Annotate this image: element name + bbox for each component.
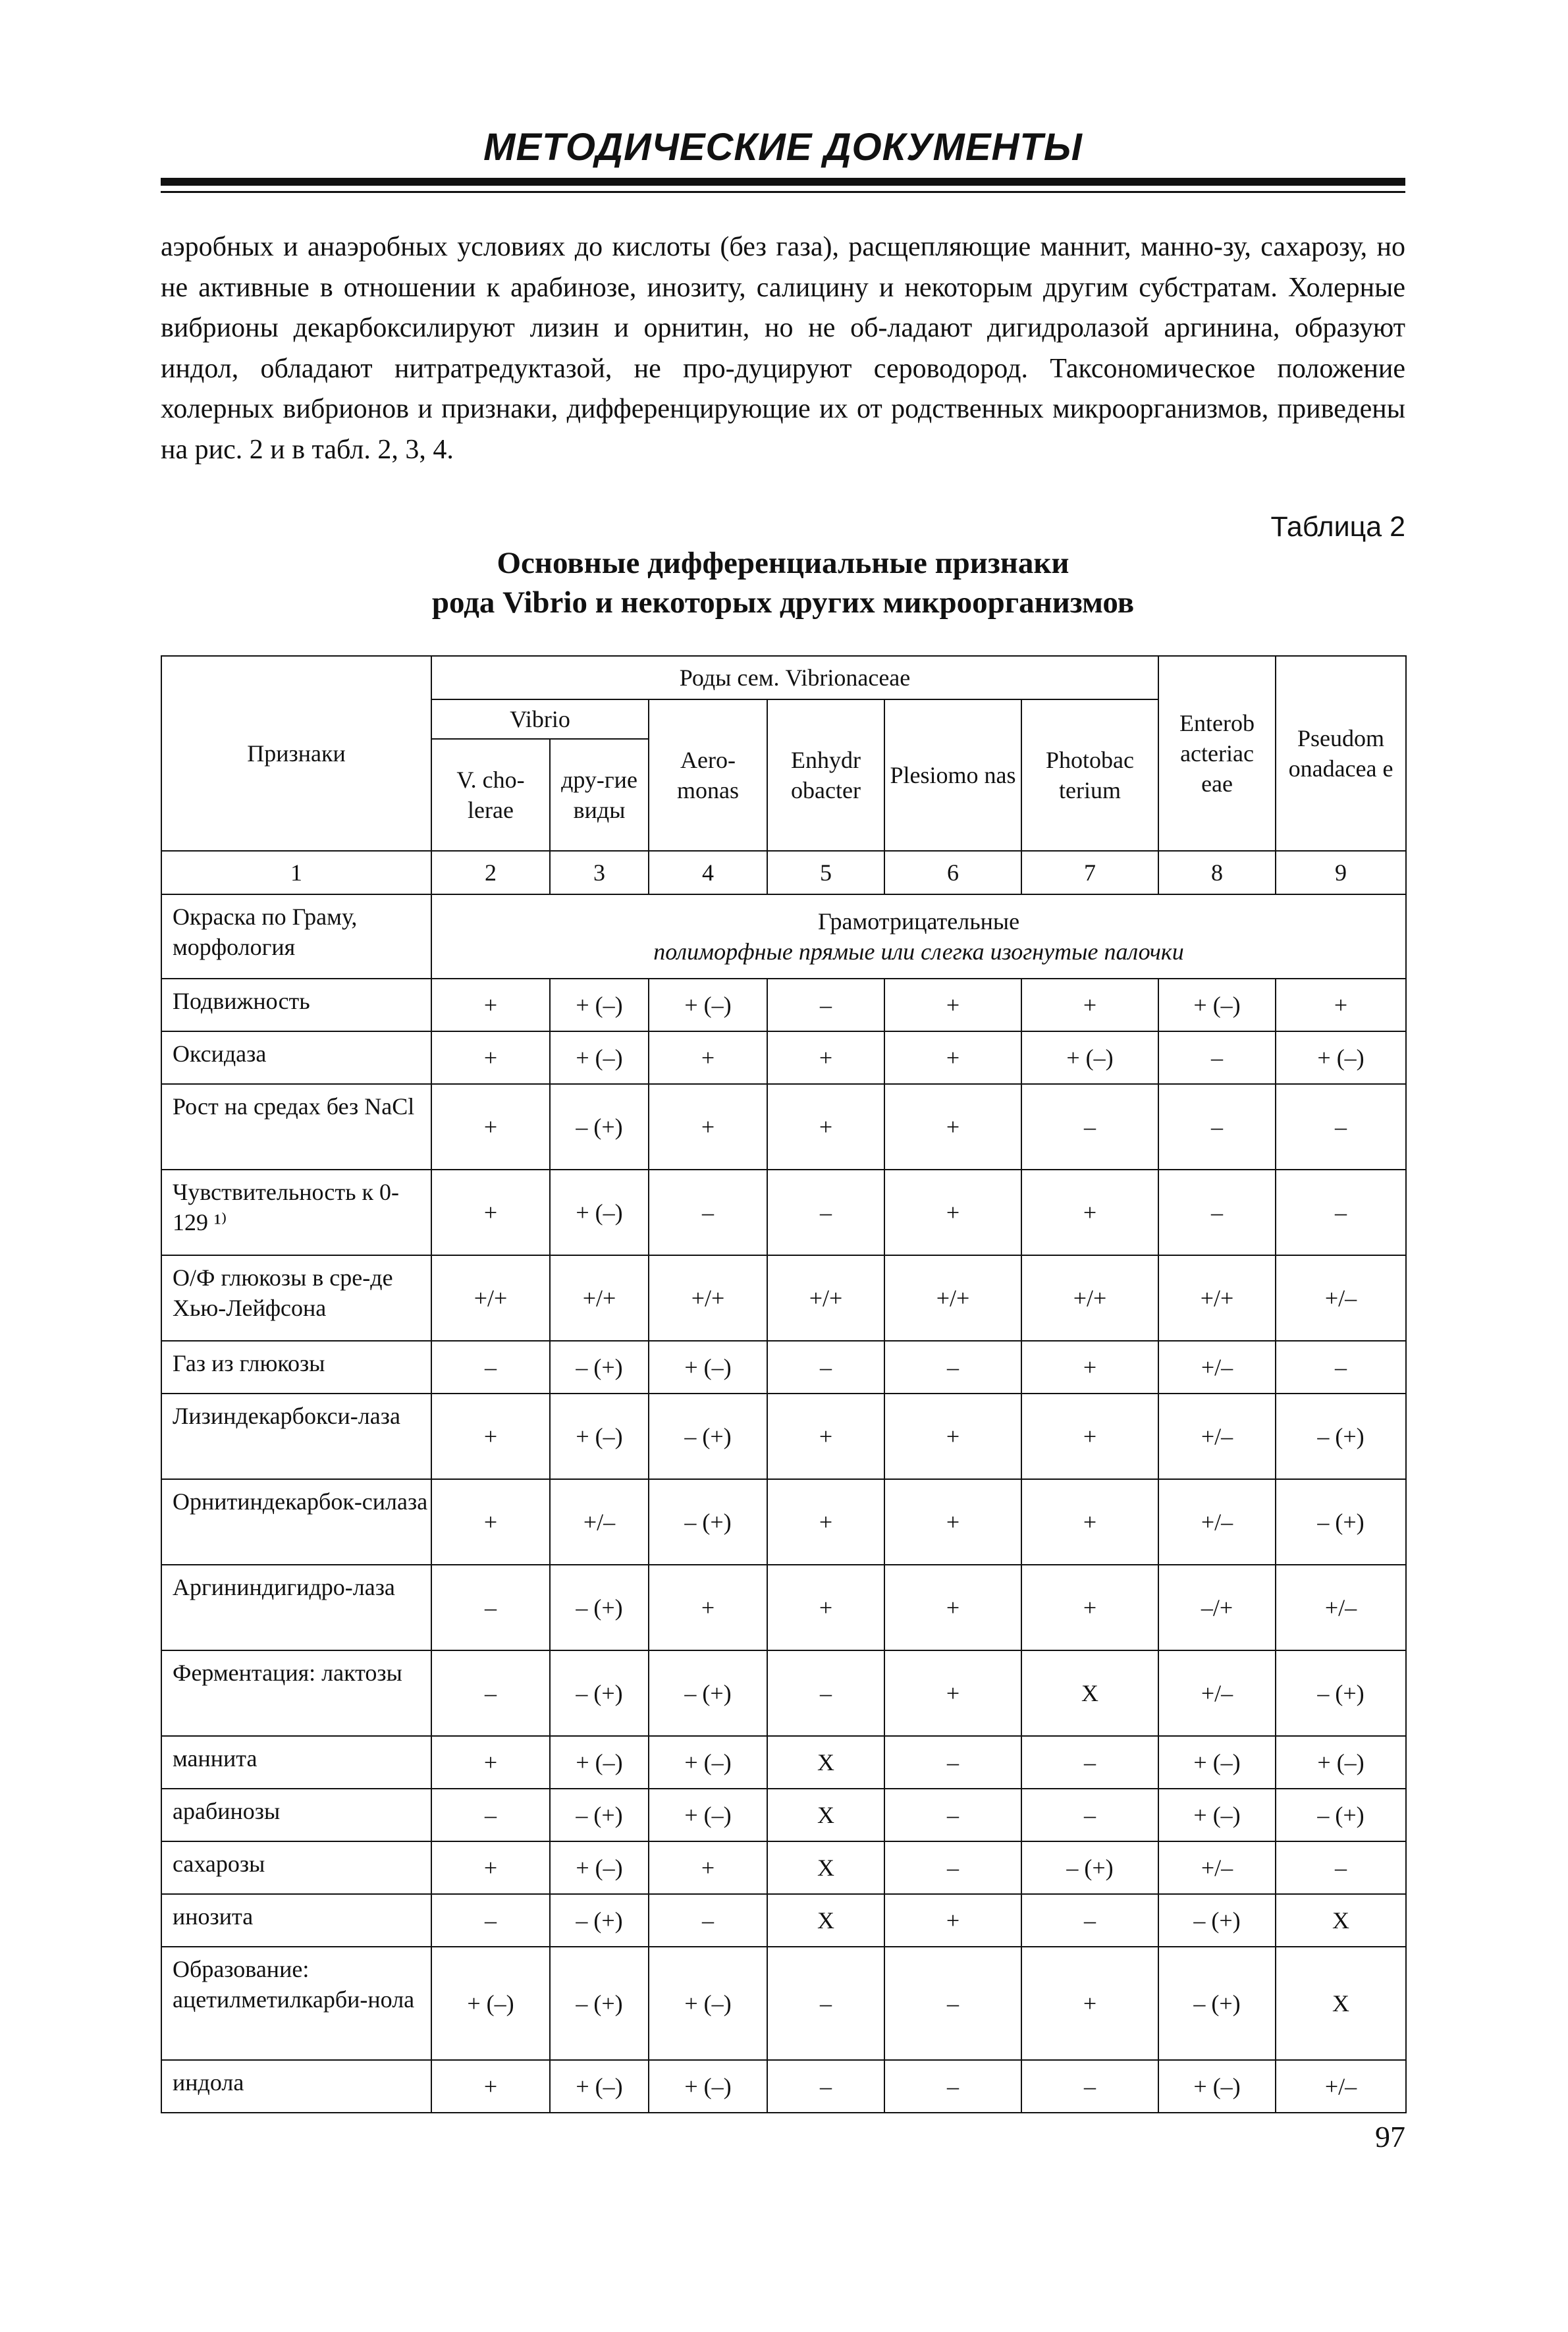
column-number-6: 6 bbox=[884, 851, 1021, 894]
value-cell: – (+) bbox=[550, 1341, 649, 1394]
header-photobacterium: Photobac terium bbox=[1021, 699, 1158, 851]
value-cell: – (+) bbox=[550, 1084, 649, 1170]
column-number-3: 3 bbox=[550, 851, 649, 894]
value-cell: + (–) bbox=[550, 1736, 649, 1789]
feature-label: Рост на средах без NaCl bbox=[161, 1084, 431, 1170]
feature-label: Орнитиндекарбок-силаза bbox=[161, 1479, 431, 1565]
value-cell: – bbox=[767, 2060, 884, 2113]
value-cell: – bbox=[884, 1841, 1021, 1894]
value-cell: X bbox=[767, 1841, 884, 1894]
value-cell: + (–) bbox=[1021, 1031, 1158, 1084]
header-rule-thick bbox=[161, 178, 1405, 186]
value-cell: + (–) bbox=[1158, 1736, 1276, 1789]
feature-label: Ферментация: лактозы bbox=[161, 1650, 431, 1736]
column-number-9: 9 bbox=[1276, 851, 1406, 894]
value-cell: + bbox=[884, 979, 1021, 1031]
value-cell: +/+ bbox=[649, 1255, 767, 1341]
value-cell: + bbox=[431, 1031, 550, 1084]
value-cell: – bbox=[767, 1650, 884, 1736]
header-enhydrobacter: Enhydr obacter bbox=[767, 699, 884, 851]
value-cell: – (+) bbox=[550, 1650, 649, 1736]
feature-label: Образование: ацетилметилкарби-нола bbox=[161, 1947, 431, 2060]
value-cell: X bbox=[767, 1736, 884, 1789]
value-cell: + bbox=[884, 1479, 1021, 1565]
column-number-4: 4 bbox=[649, 851, 767, 894]
value-cell: – bbox=[1158, 1084, 1276, 1170]
value-cell: + bbox=[1021, 1947, 1158, 2060]
column-number-7: 7 bbox=[1021, 851, 1158, 894]
value-cell: + bbox=[431, 1479, 550, 1565]
table-row bbox=[161, 1565, 1406, 1650]
value-cell: – bbox=[1276, 1341, 1406, 1394]
value-cell: X bbox=[1276, 1894, 1406, 1947]
value-cell: + bbox=[767, 1479, 884, 1565]
value-cell: – bbox=[767, 1947, 884, 2060]
value-cell: – (+) bbox=[550, 1894, 649, 1947]
feature-label: Лизиндекарбокси-лаза bbox=[161, 1394, 431, 1479]
value-cell: +/+ bbox=[1021, 1255, 1158, 1341]
value-cell: – (+) bbox=[550, 1789, 649, 1841]
value-cell: – bbox=[431, 1894, 550, 1947]
value-cell: – bbox=[884, 1341, 1021, 1394]
value-cell: – bbox=[884, 1947, 1021, 2060]
value-cell: – bbox=[649, 1170, 767, 1255]
value-cell: + (–) bbox=[550, 1031, 649, 1084]
table-row bbox=[161, 1031, 1406, 1084]
feature-label: индола bbox=[161, 2060, 431, 2113]
value-cell: +/– bbox=[1276, 2060, 1406, 2113]
feature-label: Газ из глюкозы bbox=[161, 1341, 431, 1394]
table-row bbox=[161, 1084, 1406, 1170]
value-cell: +/+ bbox=[884, 1255, 1021, 1341]
value-cell: – bbox=[1276, 1841, 1406, 1894]
value-cell: – bbox=[1276, 1084, 1406, 1170]
value-cell: +/+ bbox=[431, 1255, 550, 1341]
value-cell: + bbox=[1021, 979, 1158, 1031]
value-cell: – bbox=[649, 1894, 767, 1947]
value-cell: – bbox=[767, 1170, 884, 1255]
value-cell: – (+) bbox=[1158, 1947, 1276, 2060]
value-cell: + bbox=[431, 1736, 550, 1789]
value-cell: + bbox=[884, 1650, 1021, 1736]
value-cell: + bbox=[431, 979, 550, 1031]
header-plesiomonas: Plesiomo nas bbox=[884, 699, 1021, 851]
value-cell: + (–) bbox=[1276, 1031, 1406, 1084]
table-row bbox=[161, 1947, 1406, 2060]
value-cell: +/– bbox=[1158, 1650, 1276, 1736]
header-enterobacteriaceae: Enterob acteriac eae bbox=[1158, 656, 1276, 851]
value-cell: + (–) bbox=[550, 1394, 649, 1479]
value-cell: – bbox=[431, 1341, 550, 1394]
value-cell: + bbox=[431, 1084, 550, 1170]
table-row bbox=[161, 979, 1406, 1031]
value-cell: – bbox=[1021, 1789, 1158, 1841]
value-cell: + (–) bbox=[649, 1736, 767, 1789]
value-cell: –/+ bbox=[1158, 1565, 1276, 1650]
value-cell: – bbox=[1158, 1170, 1276, 1255]
value-cell: + bbox=[884, 1394, 1021, 1479]
feature-label: Чувствительность к 0-129 ¹⁾ bbox=[161, 1170, 431, 1255]
value-cell: – (+) bbox=[1276, 1479, 1406, 1565]
feature-label: маннита bbox=[161, 1736, 431, 1789]
value-cell: + (–) bbox=[1276, 1736, 1406, 1789]
table-row bbox=[161, 1255, 1406, 1341]
value-cell: + bbox=[767, 1394, 884, 1479]
value-cell: – (+) bbox=[550, 1947, 649, 2060]
value-cell: + bbox=[1021, 1394, 1158, 1479]
value-cell: – (+) bbox=[1276, 1394, 1406, 1479]
table-row bbox=[161, 1170, 1406, 1255]
feature-gram: Окраска по Граму, морфология bbox=[161, 894, 431, 979]
value-cell: +/– bbox=[1158, 1479, 1276, 1565]
feature-label: сахарозы bbox=[161, 1841, 431, 1894]
value-cell: X bbox=[1021, 1650, 1158, 1736]
value-cell: X bbox=[1276, 1947, 1406, 2060]
value-cell: – bbox=[431, 1650, 550, 1736]
value-cell: – bbox=[1021, 1084, 1158, 1170]
table-number: Таблица 2 bbox=[1270, 511, 1405, 543]
value-cell: – bbox=[884, 1789, 1021, 1841]
value-cell: + bbox=[1276, 979, 1406, 1031]
value-cell: +/– bbox=[1276, 1565, 1406, 1650]
value-cell: – (+) bbox=[1158, 1894, 1276, 1947]
value-cell: – bbox=[1021, 2060, 1158, 2113]
feature-label: О/Ф глюкозы в сре-де Хью-Лейфсона bbox=[161, 1255, 431, 1341]
value-cell: – (+) bbox=[1276, 1650, 1406, 1736]
value-cell: + bbox=[649, 1084, 767, 1170]
value-cell: + (–) bbox=[550, 979, 649, 1031]
value-cell: + bbox=[1021, 1479, 1158, 1565]
value-cell: – bbox=[431, 1789, 550, 1841]
value-cell: +/+ bbox=[1158, 1255, 1276, 1341]
value-cell: + (–) bbox=[1158, 2060, 1276, 2113]
value-cell: + bbox=[767, 1084, 884, 1170]
value-cell: – bbox=[884, 1736, 1021, 1789]
value-cell: + (–) bbox=[649, 1341, 767, 1394]
feature-label: инозита bbox=[161, 1894, 431, 1947]
body-paragraph: аэробных и анаэробных условиях до кислоты (без газа), расщепляющие маннит, манно-зу, сахарозу, но не активные в отношении к арабинозе, инозиту, салицину и некоторым другим субстратам. Холерные вибрионы декарбоксилируют лизин и орнитин, но не об-ладают дигидролазой аргинина, образуют индол, обладают нитратредуктазой, не про-дуцируют сероводород. Таксономическое положение холерных вибрионов и признаки, дифференцирующие их от родственных микроорганизмов, приведены на рис. 2 и в табл. 2, 3, 4. bbox=[161, 232, 1405, 465]
header-rule-thin bbox=[161, 191, 1405, 193]
table-title-line-1: Основные дифференциальные признаки bbox=[497, 546, 1069, 580]
value-cell: – (+) bbox=[649, 1394, 767, 1479]
table-title bbox=[161, 543, 1405, 622]
feature-label: арабинозы bbox=[161, 1789, 431, 1841]
column-number-2: 2 bbox=[431, 851, 550, 894]
table-title-line-2: рода Vibrio и некоторых других микроорганизмов bbox=[431, 585, 1135, 620]
value-cell: +/+ bbox=[767, 1255, 884, 1341]
value-cell: – bbox=[431, 1565, 550, 1650]
value-cell: – bbox=[1276, 1170, 1406, 1255]
value-cell: + bbox=[649, 1031, 767, 1084]
value-cell: + bbox=[767, 1031, 884, 1084]
table-row bbox=[161, 1894, 1406, 1947]
value-cell: + bbox=[884, 1565, 1021, 1650]
value-cell: – bbox=[767, 979, 884, 1031]
value-cell: + (–) bbox=[1158, 979, 1276, 1031]
value-cell: X bbox=[767, 1789, 884, 1841]
column-number-8: 8 bbox=[1158, 851, 1276, 894]
page-number: 97 bbox=[1375, 2120, 1405, 2154]
value-cell: +/– bbox=[550, 1479, 649, 1565]
header-vibrionaceae: Роды сем. Vibrionaceae bbox=[431, 656, 1158, 699]
value-cell: + bbox=[884, 1894, 1021, 1947]
value-cell: + bbox=[649, 1565, 767, 1650]
differential-table bbox=[161, 655, 1407, 2113]
value-cell: +/– bbox=[1158, 1394, 1276, 1479]
header-features: Признаки bbox=[161, 656, 431, 851]
value-cell: + (–) bbox=[649, 1947, 767, 2060]
column-number-row bbox=[161, 851, 1406, 894]
column-number-1: 1 bbox=[161, 851, 431, 894]
table-row bbox=[161, 1479, 1406, 1565]
gram-line-1: Грамотрицательные bbox=[817, 908, 1020, 935]
gram-line-2: полиморфные прямые или слегка изогнутые палочки bbox=[653, 938, 1184, 965]
value-cell: + (–) bbox=[550, 1170, 649, 1255]
value-cell: + bbox=[431, 1841, 550, 1894]
value-cell: + (–) bbox=[649, 1789, 767, 1841]
value-cell: +/– bbox=[1276, 1255, 1406, 1341]
value-cell: +/– bbox=[1158, 1341, 1276, 1394]
header-v-cholerae: V. cho-lerae bbox=[431, 739, 550, 851]
value-cell: + (–) bbox=[550, 1841, 649, 1894]
running-header: МЕТОДИЧЕСКИЕ ДОКУМЕНТЫ bbox=[483, 126, 1083, 169]
value-cell: – bbox=[884, 2060, 1021, 2113]
feature-label: Аргининдигидро-лаза bbox=[161, 1565, 431, 1650]
value-cell: – (+) bbox=[1276, 1789, 1406, 1841]
table-row bbox=[161, 1841, 1406, 1894]
feature-label: Подвижность bbox=[161, 979, 431, 1031]
value-cell: – (+) bbox=[649, 1479, 767, 1565]
value-cell: + bbox=[431, 1394, 550, 1479]
table-row bbox=[161, 1650, 1406, 1736]
value-cell: – bbox=[1021, 1736, 1158, 1789]
value-cell: + bbox=[1021, 1565, 1158, 1650]
value-cell: – bbox=[767, 1341, 884, 1394]
value-cell: – (+) bbox=[550, 1565, 649, 1650]
value-cell: +/– bbox=[1158, 1841, 1276, 1894]
value-cell: + (–) bbox=[550, 2060, 649, 2113]
value-cell: + bbox=[767, 1565, 884, 1650]
table-row bbox=[161, 1341, 1406, 1394]
value-cell: + bbox=[884, 1084, 1021, 1170]
value-cell: – bbox=[1158, 1031, 1276, 1084]
table-row bbox=[161, 2060, 1406, 2113]
value-cell: + bbox=[1021, 1341, 1158, 1394]
value-cell: + (–) bbox=[1158, 1789, 1276, 1841]
feature-label: Оксидаза bbox=[161, 1031, 431, 1084]
value-cell: + bbox=[431, 2060, 550, 2113]
value-cell: – (+) bbox=[649, 1650, 767, 1736]
header-vibrio: Vibrio bbox=[431, 699, 649, 739]
table-row bbox=[161, 1789, 1406, 1841]
value-cell: + (–) bbox=[649, 979, 767, 1031]
value-cell: + (–) bbox=[649, 2060, 767, 2113]
table-row bbox=[161, 1736, 1406, 1789]
value-cell: – bbox=[1021, 1894, 1158, 1947]
header-aeromonas: Aero-monas bbox=[649, 699, 767, 851]
table-row bbox=[161, 1394, 1406, 1479]
column-number-5: 5 bbox=[767, 851, 884, 894]
header-other-species: дру-гие виды bbox=[550, 739, 649, 851]
value-cell: +/+ bbox=[550, 1255, 649, 1341]
value-cell: + bbox=[431, 1170, 550, 1255]
value-cell: + (–) bbox=[431, 1947, 550, 2060]
header-pseudomonadaceae: Pseudom onadacea e bbox=[1276, 656, 1406, 851]
gram-morphology-cell bbox=[431, 894, 1406, 979]
value-cell: + bbox=[884, 1031, 1021, 1084]
value-cell: + bbox=[1021, 1170, 1158, 1255]
value-cell: + bbox=[884, 1170, 1021, 1255]
value-cell: + bbox=[649, 1841, 767, 1894]
value-cell: X bbox=[767, 1894, 884, 1947]
value-cell: – (+) bbox=[1021, 1841, 1158, 1894]
